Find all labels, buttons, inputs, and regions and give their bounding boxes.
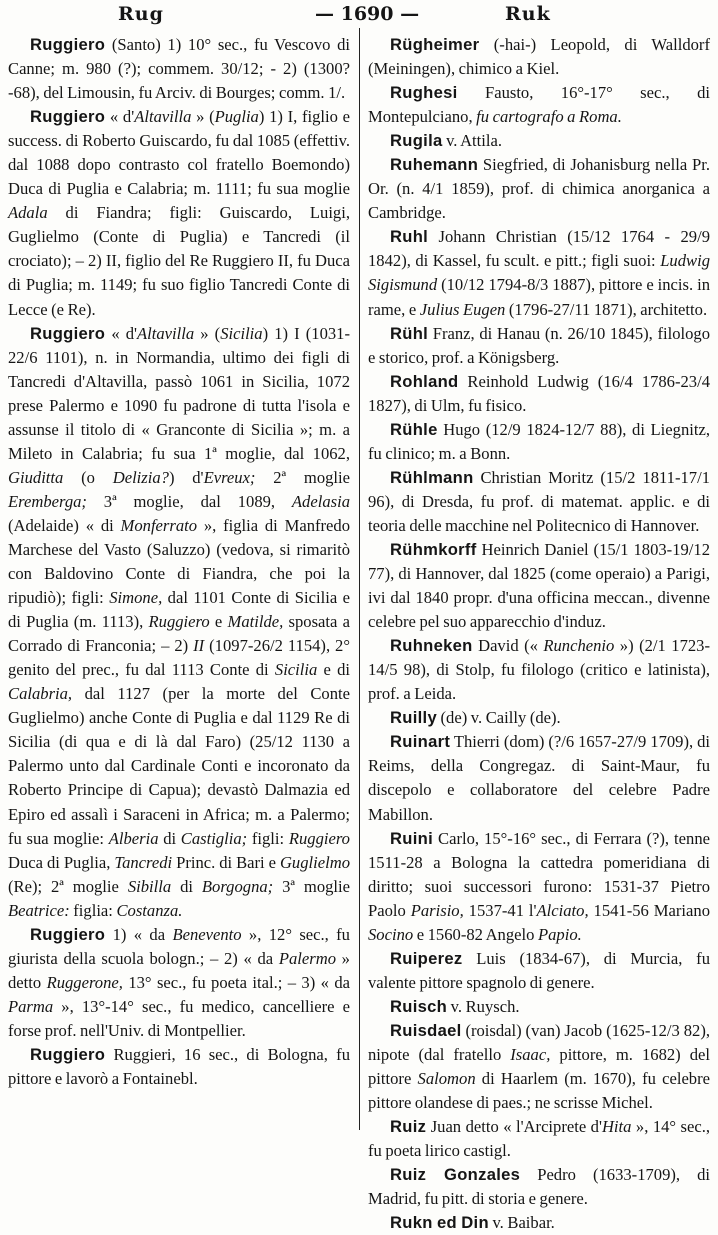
- entry-italic-text: Isaac,: [510, 1044, 551, 1064]
- entry-text: Luis (1834-67), di Murcia, fu valente pittore spagnolo di genere.: [368, 948, 710, 992]
- entry-text: 1537-41 l': [463, 900, 537, 920]
- entry-italic-text: Parisio,: [410, 900, 464, 920]
- dictionary-entry: [368, 33, 710, 81]
- entry-text: dal 1101 Conte di Sicilia e di Puglia (m. 1113),: [8, 588, 350, 632]
- entry-text: Christian Moritz (15/2 1811-17/1 96), di Dresda, fu prof. di matemat. applic. e di teoria delle macchine nel Politecnico di Hannover.: [368, 467, 710, 535]
- dictionary-entry: [368, 370, 710, 418]
- entry-italic-text: Ruggerone,: [46, 972, 123, 992]
- entry-italic-text: Socino: [368, 924, 414, 944]
- entry-italic-text: Monferrato: [120, 515, 198, 535]
- column-divider: [359, 28, 360, 1130]
- entry-text: (Santo) 1) 10° sec., fu Vescovo di Canne; m. 980 (?); commem. 30/12; - 2) (1300?-68), del Limousin, fu Arciv. di Bourges; comm. 1/.: [8, 35, 350, 103]
- dictionary-entry: [368, 129, 710, 153]
- entry-text: (Re); 2ª moglie: [8, 876, 128, 896]
- entry-text: Juan detto « l'Arciprete d': [426, 1117, 602, 1137]
- entry-text: « d': [105, 323, 138, 343]
- entry-text: v. Baibar.: [488, 1213, 555, 1233]
- entry-italic-text: Ruggiero: [288, 828, 350, 848]
- dictionary-entry: [8, 33, 350, 105]
- entry-italic-text: Calabria,: [8, 684, 73, 704]
- entry-italic-text: Sicilia: [220, 323, 263, 343]
- entry-italic-text: Ruggiero: [148, 612, 210, 632]
- entry-text: e: [209, 612, 228, 632]
- entry-italic-text: Alberia: [108, 828, 159, 848]
- entry-italic-text: Simone,: [109, 588, 163, 608]
- entry-text: v. Attila.: [442, 131, 503, 151]
- entry-italic-text: Beatrice:: [8, 900, 70, 920]
- entry-headword: Rühlmann: [390, 467, 474, 487]
- entry-headword: Ruhneken: [390, 636, 473, 656]
- entry-text: (Adelaide) « di: [8, 515, 121, 535]
- entry-text: », 12° sec., fu giurista della scuola bologn.; – 2) « da: [8, 924, 350, 968]
- entry-text: Thierri (dom) (?/6 1657-27/9 1709), di Reims, della Congregaz. di Saint-Maur, fu discepolo e collaboratore del celebre Padre Mabillon.: [368, 732, 710, 824]
- dictionary-entry: [8, 322, 350, 923]
- page-number: — 1690 —: [315, 3, 420, 25]
- entry-text: (1796-27/11 1871), architetto.: [505, 299, 708, 319]
- entry-headword: Rohland: [390, 371, 459, 391]
- entry-text: « d': [105, 107, 135, 127]
- dictionary-entry: [368, 995, 710, 1019]
- entry-text: ) d': [168, 467, 204, 487]
- entry-text: » (: [194, 323, 221, 343]
- entry-text: Carlo, 15°-16° sec., di Ferrara (?), tenne 1511-28 a Bologna la cattedra pomeridiana di diritto; suoi successori furono: 1531-37 Pietro Paolo: [368, 828, 710, 920]
- entry-text: di: [171, 876, 202, 896]
- page-header: [0, 0, 718, 28]
- dictionary-entry: [8, 105, 350, 321]
- entry-italic-text: Tancredi: [114, 852, 173, 872]
- entry-headword: Ruiperez: [390, 948, 463, 968]
- entry-headword: Ruisdael: [390, 1020, 462, 1040]
- dictionary-entry: [8, 923, 350, 1043]
- dictionary-entry: [368, 466, 710, 538]
- entry-italic-text: Ludwig Sigismund: [368, 251, 710, 295]
- entry-italic-text: Altavilla: [134, 107, 192, 127]
- entry-headword: Ruggiero: [30, 323, 106, 343]
- entry-headword: Ruisch: [390, 996, 448, 1016]
- entry-headword: Ruhl: [390, 227, 429, 247]
- dictionary-entry: [368, 153, 710, 225]
- entry-headword: Rügheimer: [390, 35, 480, 54]
- dictionary-entry: [368, 1163, 710, 1211]
- entry-text: 1541-56 Mariano: [588, 900, 710, 920]
- entry-headword: Ruggiero: [30, 35, 106, 54]
- entry-italic-text: Runchenio: [543, 636, 615, 656]
- entry-italic-text: Parma: [8, 996, 54, 1016]
- entry-text: », 13°-14° sec., fu medico, cancelliere e forse prof. nell'Univ. di Montpellier.: [8, 996, 350, 1040]
- entry-text: 13° sec., fu poeta ital.; – 3) « da: [122, 972, 350, 992]
- entry-italic-text: Sibilla: [127, 876, 172, 896]
- entry-italic-text: Adala: [8, 203, 48, 223]
- entry-italic-text: Evreux;: [203, 467, 256, 487]
- entry-italic-text: Puglia: [214, 107, 259, 127]
- entry-text: », figlia di Manfredo Marchese del Vasto (Saluzzo) (vedova, si rimaritò con Baldovino Conte di Fiandra, che poi la ripudiò); figli:: [8, 515, 351, 608]
- entry-headword: Ruhemann: [390, 155, 479, 175]
- entry-headword: Ruinart: [390, 732, 451, 752]
- dictionary-entry: [368, 538, 710, 634]
- entry-text: v. Ruysch.: [447, 996, 520, 1016]
- entry-text: dal 1127 (per la morte del Conte Guglielmo) anche Conte di Puglia e dal 1129 Re di Sicilia (di qua e di là dal Faro) (25/12 1130 a Palermo unto dal Cardinale Conti e incoronato da Roberto Principe di Capua); devastò Dalmazia ed Epiro ed assalì i Saraceni in Africa; m. a Palermo; fu sua moglie:: [8, 684, 350, 848]
- entry-italic-text: Delizia?: [112, 467, 169, 487]
- entry-text: sposata a Corrado di Franconia; – 2): [8, 612, 350, 656]
- dictionary-entry: [368, 81, 710, 129]
- dictionary-entry: [368, 225, 710, 321]
- entry-text: Franz, di Hanau (n. 26/10 1845), filologo e storico, prof. a Königsberg.: [368, 323, 710, 367]
- entry-italic-text: Papio.: [537, 924, 582, 944]
- entry-text: Siegfried, di Johanisburg nella Pr. Or. (n. 4/1 1859), prof. di chimica anorganica a Cambridge.: [368, 155, 710, 223]
- entry-text: Hugo (12/9 1824-12/7 88), di Liegnitz, fu clinico; m. a Bonn.: [368, 419, 710, 463]
- entry-italic-text: Castiglia;: [180, 828, 248, 848]
- dictionary-entry: [368, 706, 710, 730]
- entry-italic-text: Hita: [601, 1117, 632, 1137]
- entry-text: Fausto, 16°-17° sec., di Montepulciano,: [368, 83, 710, 127]
- dictionary-entry: [368, 1019, 710, 1115]
- dictionary-entry: [368, 1211, 710, 1235]
- entry-italic-text: Giuditta: [8, 467, 64, 487]
- entry-text: (de) v. Cailly (de).: [436, 708, 561, 728]
- right-column: [368, 33, 710, 1235]
- entry-text: (-hai-) Leopold, di Walldorf (Meiningen), chimico a Kiel.: [368, 35, 710, 79]
- entry-text: », 14° sec., fu poeta lirico castigl.: [368, 1117, 710, 1161]
- entry-italic-text: Eremberga;: [8, 491, 87, 511]
- dictionary-entry: [368, 947, 710, 995]
- entry-italic-text: Sicilia: [274, 660, 318, 680]
- entry-italic-text: Altavilla: [137, 323, 195, 343]
- dictionary-entry: [368, 1115, 710, 1163]
- entry-text: (1097-26/2 1154), 2° genito del prec., fu dal 1113 Conte di: [8, 636, 350, 680]
- entry-headword: Rukn ed Din: [390, 1213, 489, 1233]
- entry-headword: Ruini: [390, 828, 433, 848]
- entry-text: di Haarlem (m. 1670), fu celebre pittore olandese di paes.; ne scrisse Michel.: [368, 1069, 710, 1113]
- entry-text: Pedro (1633-1709), di Madrid, fu pitt. di storia e genere.: [368, 1165, 710, 1209]
- entry-headword: Rühmkorff: [390, 539, 477, 559]
- entry-headword: Rühl: [390, 323, 429, 343]
- dictionary-entry: [8, 1043, 350, 1091]
- entry-text: 1) « da: [105, 924, 173, 944]
- entry-headword: Ruiz: [390, 1117, 427, 1137]
- entry-italic-text: Guglielmo: [279, 852, 351, 872]
- entry-italic-text: Alciato,: [536, 900, 589, 920]
- dictionary-entry: [368, 827, 710, 947]
- dictionary-entry: [368, 418, 710, 466]
- entry-text: Duca di Puglia,: [8, 852, 115, 872]
- entry-italic-text: Palermo: [278, 948, 336, 968]
- entry-text: (10/12 1794-8/3 1887), pittore e incis. in rame, e: [368, 275, 710, 319]
- entry-italic-text: Costanza.: [116, 900, 183, 920]
- entry-italic-text: II: [193, 636, 205, 656]
- entry-headword: Ruggiero: [30, 924, 106, 944]
- entry-italic-text: Matilde,: [227, 612, 284, 632]
- entry-text: di Fiandra; figli: Guiscardo, Luigi, Guglielmo (Conte di Puglia) e Tancredi (il crociato); – 2) II, figlio del Re Ruggiero II, fu Duca di Puglia; m. 1149; fu suo figlio Tancredi Conte di Lecce (e Re).: [8, 203, 350, 319]
- entry-headword: Ruggiero: [30, 107, 106, 127]
- entry-headword: Ruilly: [390, 708, 437, 728]
- entry-text: Princ. di Bari e: [172, 852, 280, 872]
- entry-text: Reinhold Ludwig (16/4 1786-23/4 1827), di Ulm, fu fisico.: [368, 371, 710, 415]
- entry-text: figli:: [247, 828, 289, 848]
- entry-italic-text: Borgogna;: [201, 876, 274, 896]
- entry-text: Ruggieri, 16 sec., di Bologna, fu pittore e lavorò a Fontainebl.: [8, 1044, 350, 1089]
- right-guide-word: Ruk: [505, 3, 551, 25]
- entry-text: Heinrich Daniel (15/1 1803-19/12 77), di Hannover, dal 1825 (come operaio) a Parigi, ivi dal 1840 propr. d'una officina meccan., divenne celebre pel suo apparecchio d'induz.: [368, 539, 710, 632]
- entry-text: (roisdal) (van) Jacob (1625-12/3 82), nipote (dal fratello: [368, 1020, 710, 1064]
- entry-headword: Rugila: [390, 131, 443, 151]
- entry-text: 3ª moglie: [273, 876, 350, 896]
- entry-text: ) 1) I, figlio e success. di Roberto Guiscardo, fu dal 1085 (effettiv. dal 1088 dopo contrasto col fratello Boemondo) Duca di Puglia e Calabria; m. 1111; fu sua moglie: [8, 107, 350, 199]
- entry-text: » (: [191, 107, 215, 127]
- entry-text: pittore, m. 1682) del pittore: [368, 1044, 710, 1089]
- dictionary-entry: [368, 322, 710, 370]
- entry-text: di: [158, 828, 181, 848]
- entry-headword: Ruiz Gonzales: [390, 1165, 521, 1185]
- entry-italic-text: Salomon: [417, 1069, 476, 1089]
- entry-headword: Rühle: [390, 419, 438, 439]
- entry-italic-text: Adelasia: [291, 491, 350, 511]
- entry-headword: Ruggiero: [30, 1044, 106, 1064]
- dictionary-entry: [368, 634, 710, 706]
- entry-italic-text: Julius Eugen: [419, 299, 506, 319]
- left-column: [8, 33, 350, 1091]
- left-guide-word: Rug: [118, 3, 164, 25]
- entry-text: e di: [317, 660, 350, 680]
- entry-text: Johann Christian (15/12 1764 - 29/9 1842), di Kassel, fu scult. e pitt.; figli suoi:: [368, 227, 710, 271]
- entry-italic-text: fu cartografo a Roma.: [476, 107, 622, 127]
- entry-text: » detto: [8, 948, 350, 992]
- entry-text: figlia:: [69, 900, 117, 920]
- entry-text: e 1560-82 Angelo: [413, 924, 538, 944]
- entry-text: David («: [472, 636, 544, 656]
- dictionary-entry: [368, 730, 710, 826]
- entry-text: 3ª moglie, dal 1089,: [86, 491, 292, 511]
- entry-text: ) 1) I (1031-22/6 1101), n. in Normandia, ultimo dei figli di Tancredi d'Altavilla, passò 1061 in Sicilia, 1072 prese Palermo e 1090 fu padrone di tutta l'isola e assunse il titolo di « Granconte di Sicilia »; m. a Mileto in Calabria; fu sua 1ª moglie, dal 1062,: [8, 323, 350, 463]
- entry-headword: Rughesi: [390, 83, 458, 103]
- entry-text: (o: [63, 467, 113, 487]
- entry-italic-text: Benevento: [172, 924, 242, 944]
- entry-text: ») (2/1 1723-14/5 98), di Stolp, fu filologo (critico e latinista), prof. a Leida.: [368, 636, 710, 704]
- entry-text: 2ª moglie: [255, 467, 350, 487]
